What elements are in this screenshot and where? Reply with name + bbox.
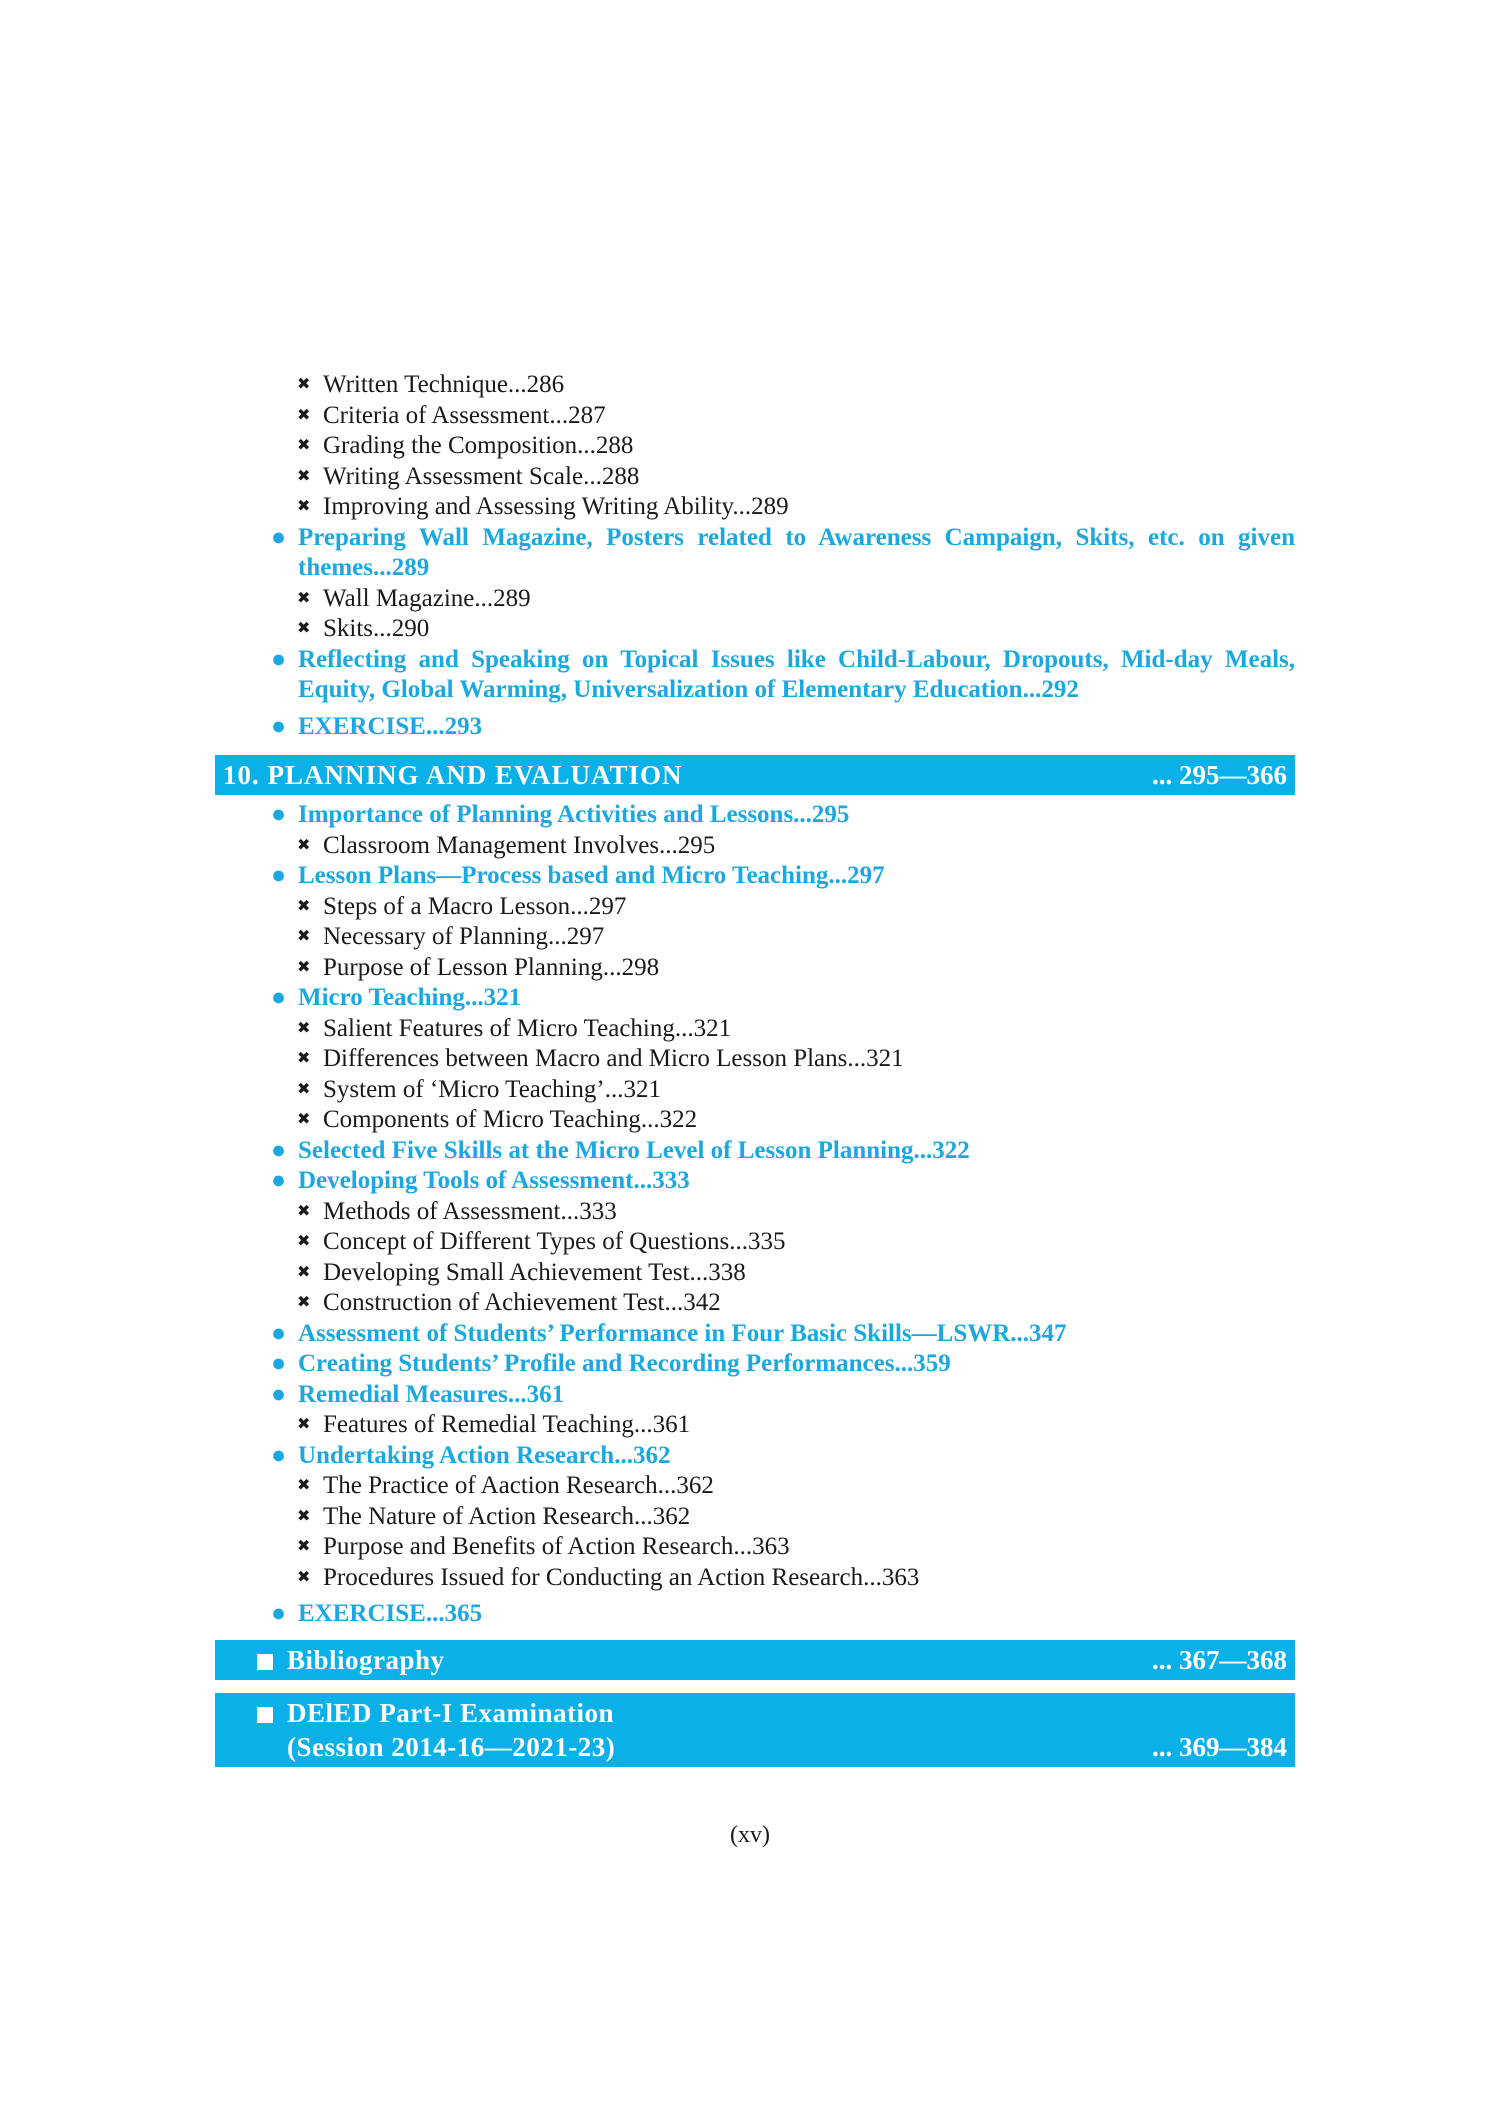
toc-sub-entry-text: Improving and Assessing Writing Ability...289 [323, 493, 789, 520]
clover-bullet-icon: ✖ [297, 1568, 311, 1586]
toc-main-entry-text: Remedial Measures...361 [298, 1380, 565, 1408]
toc-sub-entry [215, 614, 1295, 645]
clover-bullet-icon: ✖ [297, 1263, 311, 1281]
dot-bullet-icon: ● [271, 523, 287, 551]
toc-sub-entry-text: Classroom Management Involves...295 [323, 831, 716, 859]
toc-chapter-list [215, 800, 1295, 1630]
clover-bullet-icon: ✖ [297, 406, 311, 424]
dot-bullet-icon: ● [271, 801, 287, 828]
toc-main-entry [215, 645, 1295, 706]
clover-bullet-icon: ✖ [297, 620, 311, 637]
toc-sub-entry-text: Grading the Composition...288 [323, 432, 634, 459]
toc-sub-entry-text: Construction of Achievement Test...342 [323, 1289, 721, 1316]
toc-main-entry-text: Creating Students’ Profile and Recording Performances...359 [298, 1350, 951, 1377]
toc-main-entry [215, 1380, 1295, 1411]
toc-sub-entry [215, 1288, 1295, 1319]
clover-bullet-icon: ✖ [297, 928, 311, 945]
clover-bullet-icon: ✖ [297, 1416, 311, 1433]
dot-bullet-icon: ● [271, 1319, 287, 1347]
toc-sub-entry [215, 1227, 1295, 1258]
toc-main-entry-text: Preparing Wall Magazine, Posters related to Awareness Campaign, Skits, etc. on given themes...289 [298, 523, 1295, 581]
toc-main-entry-text: Assessment of Students’ Performance in Four Basic Skills—LSWR...347 [298, 1319, 1067, 1347]
clover-bullet-icon: ✖ [297, 836, 311, 854]
toc-sub-entry [215, 370, 1295, 401]
toc-sub-entry-text: Salient Features of Micro Teaching...321 [323, 1014, 732, 1042]
toc-main-entry [215, 861, 1295, 892]
toc-sub-entry [215, 492, 1295, 523]
toc-main-entry [215, 1599, 1295, 1630]
clover-bullet-icon: ✖ [297, 1050, 311, 1067]
toc-sub-entry [215, 1258, 1295, 1289]
exam-session: (Session 2014-16—2021-23) [287, 1732, 616, 1762]
toc-sub-entry-text: Skits...290 [323, 615, 430, 642]
toc-main-entry-text: Lesson Plans—Process based and Micro Teaching...297 [298, 862, 885, 889]
clover-bullet-icon: ✖ [297, 1202, 311, 1220]
clover-bullet-icon: ✖ [297, 1477, 311, 1494]
toc-sub-entry-text: Procedures Issued for Conducting an Action Research...363 [323, 1563, 920, 1591]
toc-sub-entry-text: Components of Micro Teaching...322 [323, 1106, 698, 1133]
square-bullet-icon [257, 1707, 273, 1723]
dot-bullet-icon: ● [271, 1600, 287, 1627]
bibliography-page-range: ... 367—368 [1152, 1645, 1287, 1675]
toc-main-entry [215, 1441, 1295, 1472]
dot-bullet-icon: ● [271, 1167, 287, 1194]
exam-title: DElED Part-I Examination [287, 1698, 615, 1728]
toc-sub-entry [215, 1197, 1295, 1228]
toc-main-entry [215, 1319, 1295, 1350]
toc-sub-entry-text: The Practice of Aaction Research...362 [323, 1472, 714, 1499]
toc-sub-entry-text: Methods of Assessment...333 [323, 1197, 617, 1225]
toc-main-entry-text: Undertaking Action Research...362 [298, 1441, 671, 1469]
toc-sub-entry-text: System of ‘Micro Teaching’...321 [323, 1075, 662, 1103]
toc-sub-entry [215, 584, 1295, 615]
clover-bullet-icon: ✖ [297, 1294, 311, 1311]
dot-bullet-icon: ● [271, 712, 287, 740]
dot-bullet-icon: ● [271, 645, 287, 673]
toc-sub-entry [215, 1075, 1295, 1106]
clover-bullet-icon: ✖ [297, 1080, 311, 1098]
toc-main-entry [215, 523, 1295, 584]
chapter-header [215, 755, 1295, 795]
toc-main-entry-text: Selected Five Skills at the Micro Level of Lesson Planning...322 [298, 1136, 970, 1164]
toc-sub-entry-text: Written Technique...286 [323, 371, 565, 398]
toc-sub-entry-text: Criteria of Assessment...287 [323, 401, 606, 429]
clover-bullet-icon: ✖ [297, 1507, 311, 1525]
square-bullet-icon [257, 1654, 273, 1670]
dot-bullet-icon: ● [271, 1441, 287, 1469]
toc-sub-entry [215, 1105, 1295, 1136]
toc-main-entry-text: Micro Teaching...321 [298, 984, 522, 1011]
toc-sub-entry-text: Writing Assessment Scale...288 [323, 462, 640, 490]
bibliography-title: Bibliography [287, 1645, 445, 1675]
toc-main-entry [215, 800, 1295, 831]
clover-bullet-icon: ✖ [297, 437, 311, 454]
exam-page-range: ... 369—384 [1152, 1732, 1287, 1762]
dot-bullet-icon: ● [271, 1350, 287, 1377]
toc-sub-entry [215, 922, 1295, 953]
toc-upper-list [215, 370, 1295, 742]
toc-sub-entry [215, 401, 1295, 432]
toc-sub-entry [215, 431, 1295, 462]
dot-bullet-icon: ● [271, 984, 287, 1011]
dot-bullet-icon: ● [271, 862, 287, 889]
chapter-title: 10. PLANNING AND EVALUATION [223, 760, 683, 790]
clover-bullet-icon: ✖ [297, 467, 311, 485]
toc-sub-entry [215, 831, 1295, 862]
toc-sub-entry-text: Wall Magazine...289 [323, 584, 531, 612]
dot-bullet-icon: ● [271, 1380, 287, 1408]
toc-sub-entry-text: Steps of a Macro Lesson...297 [323, 892, 627, 920]
toc-main-entry-text: Reflecting and Speaking on Topical Issues like Child-Labour, Dropouts, Mid-day Meals, Equity, Global Warming, Universalization of Elementary Education...292 [298, 645, 1295, 703]
toc-sub-entry [215, 1532, 1295, 1563]
toc-sub-entry [215, 1563, 1295, 1594]
toc-main-entry-text: Importance of Planning Activities and Lessons...295 [298, 801, 850, 828]
clover-bullet-icon: ✖ [297, 376, 311, 393]
toc-main-entry [215, 1136, 1295, 1167]
dot-bullet-icon: ● [271, 1136, 287, 1164]
toc-main-entry [215, 712, 1295, 743]
toc-sub-entry [215, 892, 1295, 923]
clover-bullet-icon: ✖ [297, 958, 311, 976]
exam-header [215, 1693, 1295, 1767]
toc-sub-entry-text: Concept of Different Types of Questions...335 [323, 1228, 786, 1255]
toc-sub-entry-text: The Nature of Action Research...362 [323, 1502, 691, 1530]
toc-sub-entry-text: Necessary of Planning...297 [323, 923, 605, 950]
clover-bullet-icon: ✖ [297, 498, 311, 515]
clover-bullet-icon: ✖ [297, 897, 311, 915]
chapter-page-range: ... 295—366 [1152, 760, 1287, 790]
toc-sub-entry [215, 1044, 1295, 1075]
clover-bullet-icon: ✖ [297, 1233, 311, 1250]
toc-sub-entry [215, 1502, 1295, 1533]
toc-sub-entry [215, 1014, 1295, 1045]
clover-bullet-icon: ✖ [297, 1111, 311, 1128]
toc-main-entry-text: Developing Tools of Assessment...333 [298, 1167, 690, 1194]
toc-main-entry-text: EXERCISE...365 [298, 1600, 483, 1627]
toc-main-entry [215, 983, 1295, 1014]
toc-sub-entry [215, 1410, 1295, 1441]
toc-main-entry-text: EXERCISE...293 [298, 712, 483, 740]
toc-sub-entry-text: Developing Small Achievement Test...338 [323, 1258, 746, 1286]
page-number: (xv) [730, 1822, 770, 1848]
bibliography-header [215, 1640, 1295, 1680]
toc-main-entry [215, 1166, 1295, 1197]
clover-bullet-icon: ✖ [297, 589, 311, 607]
toc-main-entry [215, 1349, 1295, 1380]
toc-sub-entry [215, 1471, 1295, 1502]
clover-bullet-icon: ✖ [297, 1538, 311, 1555]
toc-sub-entry-text: Differences between Macro and Micro Lesson Plans...321 [323, 1045, 904, 1072]
toc-sub-entry [215, 953, 1295, 984]
toc-sub-entry-text: Purpose of Lesson Planning...298 [323, 953, 660, 981]
clover-bullet-icon: ✖ [297, 1019, 311, 1037]
toc-sub-entry-text: Purpose and Benefits of Action Research...363 [323, 1533, 790, 1560]
toc-sub-entry [215, 462, 1295, 493]
toc-sub-entry-text: Features of Remedial Teaching...361 [323, 1411, 691, 1438]
